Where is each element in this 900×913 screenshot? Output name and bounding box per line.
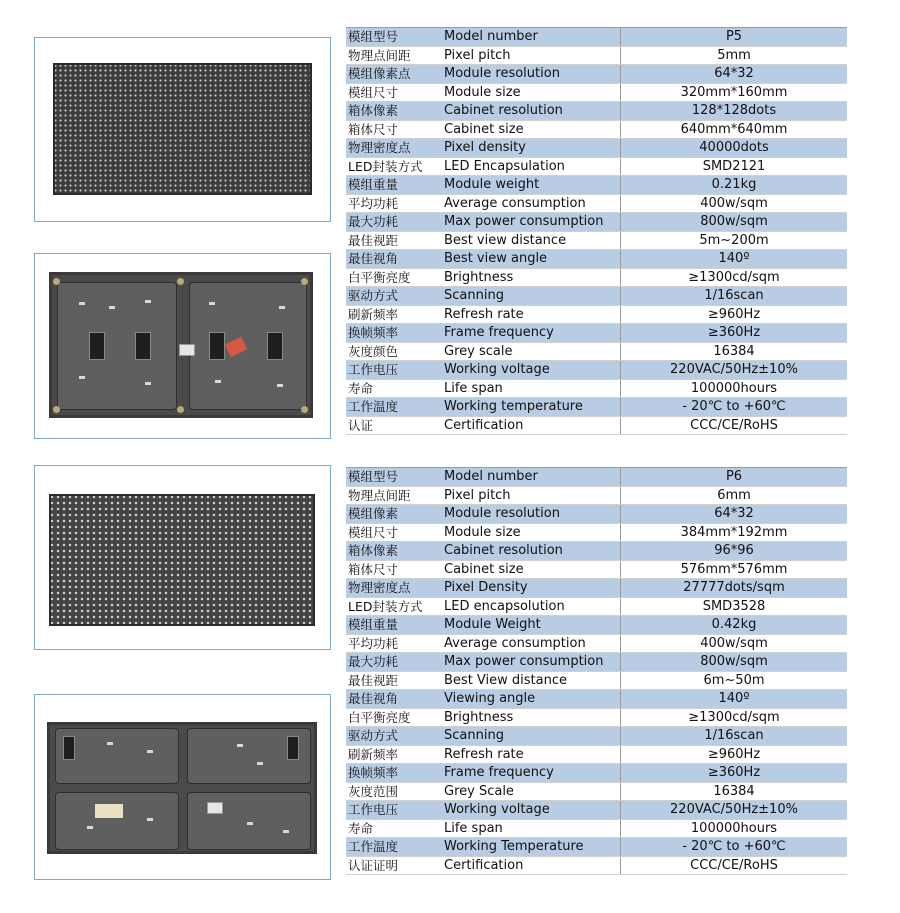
spec-value: 16384 [621, 782, 848, 801]
chip [283, 830, 289, 833]
spec-value: P5 [621, 28, 848, 46]
spec-value: 128*128dots [621, 102, 848, 121]
spec-row [346, 819, 847, 838]
spec-label-en: Average consumption [440, 194, 621, 213]
p5-spec-rows [346, 28, 847, 435]
spec-label-zh: 认证 [346, 416, 440, 435]
spec-label-en: Scanning [440, 287, 621, 306]
spec-row [346, 324, 847, 343]
chip [237, 744, 243, 747]
spec-label-en: Refresh rate [440, 305, 621, 324]
chip [145, 300, 151, 303]
spec-value: SMD3528 [621, 597, 848, 616]
spec-label-zh: 平均功耗 [346, 634, 440, 653]
spec-label-en: Pixel density [440, 139, 621, 158]
spec-label-en: Module resolution [440, 505, 621, 524]
spec-label-en: Average consumption [440, 634, 621, 653]
spec-label-zh: 最佳视角 [346, 250, 440, 269]
spec-row [346, 46, 847, 65]
spec-row [346, 231, 847, 250]
spec-label-en: Refresh rate [440, 745, 621, 764]
chip [87, 826, 93, 829]
spec-label-zh: 模组重量 [346, 176, 440, 195]
spec-row [346, 65, 847, 84]
spec-label-en: Module size [440, 83, 621, 102]
spec-value: 100000hours [621, 819, 848, 838]
spec-row [346, 782, 847, 801]
p5-front-image-frame [34, 37, 331, 222]
spec-row [346, 194, 847, 213]
spec-label-en: Pixel pitch [440, 486, 621, 505]
spec-value: ≥960Hz [621, 745, 848, 764]
p6-spec-table [346, 468, 847, 875]
spec-row [346, 745, 847, 764]
spec-label-zh: 灰度颜色 [346, 342, 440, 361]
p5-back-cabinet-image [49, 272, 313, 418]
spec-value: 800w/sqm [621, 653, 848, 672]
spec-label-zh: 模组重量 [346, 616, 440, 635]
spec-value: ≥1300cd/sqm [621, 708, 848, 727]
back-cell [55, 792, 179, 850]
spec-label-en: Module Weight [440, 616, 621, 635]
spec-value: 96*96 [621, 542, 848, 561]
spec-value: 140º [621, 250, 848, 269]
spec-label-zh: 物理密度点 [346, 139, 440, 158]
spec-label-zh: 箱体尺寸 [346, 120, 440, 139]
spec-label-en: LED Encapsulation [440, 157, 621, 176]
spec-row [346, 468, 847, 486]
spec-value: 220VAC/50Hz±10% [621, 361, 848, 380]
chip [215, 380, 221, 383]
spec-value: 400w/sqm [621, 634, 848, 653]
spec-row [346, 398, 847, 417]
spec-label-zh: 寿命 [346, 819, 440, 838]
spec-row [346, 653, 847, 672]
spec-value: 64*32 [621, 505, 848, 524]
spec-label-zh: 最佳视角 [346, 690, 440, 709]
spec-label-zh: 最大功耗 [346, 213, 440, 232]
spec-row [346, 213, 847, 232]
p5-spec-table [346, 28, 847, 435]
spec-value: 0.42kg [621, 616, 848, 635]
spec-label-zh: 物理密度点 [346, 579, 440, 598]
screw [301, 406, 308, 413]
spec-row [346, 708, 847, 727]
spec-value: 140º [621, 690, 848, 709]
chip [107, 742, 113, 745]
spec-label-zh: 模组尺寸 [346, 523, 440, 542]
power-plug [207, 802, 223, 814]
spec-label-zh: 模组型号 [346, 468, 440, 486]
spec-value: 400w/sqm [621, 194, 848, 213]
spec-label-zh: 换帧频率 [346, 324, 440, 343]
spec-label-zh: LED封装方式 [346, 157, 440, 176]
chip [79, 302, 85, 305]
spec-value: 1/16scan [621, 727, 848, 746]
screw [53, 406, 60, 413]
spec-value: 320mm*160mm [621, 83, 848, 102]
spec-label-en: Grey Scale [440, 782, 621, 801]
spec-label-en: Life span [440, 379, 621, 398]
spec-row [346, 416, 847, 435]
spec-row [346, 671, 847, 690]
spec-label-en: Module weight [440, 176, 621, 195]
spec-label-zh: 最佳视距 [346, 231, 440, 250]
spec-label-en: Brightness [440, 268, 621, 287]
spec-row [346, 342, 847, 361]
spec-row [346, 838, 847, 857]
spec-label-zh: 工作温度 [346, 398, 440, 417]
spec-label-zh: 最大功耗 [346, 653, 440, 672]
spec-row [346, 250, 847, 269]
spec-label-en: Working voltage [440, 801, 621, 820]
spec-label-en: Best View distance [440, 671, 621, 690]
connector [267, 332, 283, 360]
spec-value: 100000hours [621, 379, 848, 398]
spec-value: ≥360Hz [621, 764, 848, 783]
spec-row [346, 505, 847, 524]
spec-value: 6m~50m [621, 671, 848, 690]
spec-value: 384mm*192mm [621, 523, 848, 542]
spec-value: 800w/sqm [621, 213, 848, 232]
connector [89, 332, 105, 360]
spec-label-zh: 箱体尺寸 [346, 560, 440, 579]
spec-label-en: Model number [440, 28, 621, 46]
spec-row [346, 690, 847, 709]
spec-row [346, 379, 847, 398]
spec-label-zh: 刷新频率 [346, 745, 440, 764]
spec-row [346, 856, 847, 875]
power-plug [179, 344, 195, 356]
spec-value: 64*32 [621, 65, 848, 84]
spec-label-en: Viewing angle [440, 690, 621, 709]
spec-label-zh: 工作电压 [346, 361, 440, 380]
screw [177, 278, 184, 285]
spec-label-zh: 箱体像素 [346, 542, 440, 561]
spec-label-en: LED encapsolution [440, 597, 621, 616]
spec-label-zh: 物理点间距 [346, 46, 440, 65]
spec-label-en: Cabinet size [440, 560, 621, 579]
spec-label-zh: 模组尺寸 [346, 83, 440, 102]
spec-row [346, 28, 847, 46]
cream-sticker [95, 804, 123, 818]
spec-row [346, 176, 847, 195]
spec-row [346, 157, 847, 176]
spec-label-en: Max power consumption [440, 653, 621, 672]
spec-label-zh: 物理点间距 [346, 486, 440, 505]
spec-label-zh: 模组像素点 [346, 65, 440, 84]
spec-row [346, 579, 847, 598]
spec-label-en: Pixel pitch [440, 46, 621, 65]
chip [145, 382, 151, 385]
spec-row [346, 287, 847, 306]
spec-row [346, 268, 847, 287]
spec-label-en: Working temperature [440, 398, 621, 417]
spec-label-en: Brightness [440, 708, 621, 727]
chip [277, 384, 283, 387]
connector [63, 736, 75, 760]
spec-label-en: Working Temperature [440, 838, 621, 857]
p5-front-module-image [53, 63, 312, 195]
spec-value: 6mm [621, 486, 848, 505]
back-cell [189, 282, 307, 410]
spec-label-zh: 工作电压 [346, 801, 440, 820]
spec-label-en: Frame frequency [440, 324, 621, 343]
spec-value: 1/16scan [621, 287, 848, 306]
spec-value: 5mm [621, 46, 848, 65]
spec-label-en: Pixel Density [440, 579, 621, 598]
spec-row [346, 560, 847, 579]
chip [209, 302, 215, 305]
spec-label-zh: 驱动方式 [346, 287, 440, 306]
spec-row [346, 523, 847, 542]
back-cell [187, 792, 311, 850]
connector [209, 332, 225, 360]
spec-label-zh: 白平衡亮度 [346, 268, 440, 287]
chip [109, 306, 115, 309]
spec-value: ≥960Hz [621, 305, 848, 324]
back-cell [57, 282, 177, 410]
spec-label-en: Max power consumption [440, 213, 621, 232]
spec-value: 576mm*576mm [621, 560, 848, 579]
spec-row [346, 120, 847, 139]
p6-back-image-frame [34, 694, 331, 880]
spec-value: CCC/CE/RoHS [621, 416, 848, 435]
spec-label-zh: 箱体像素 [346, 102, 440, 121]
spec-label-en: Best view angle [440, 250, 621, 269]
spec-row [346, 83, 847, 102]
spec-label-en: Cabinet resolution [440, 102, 621, 121]
spec-value: ≥360Hz [621, 324, 848, 343]
spec-label-en: Cabinet resolution [440, 542, 621, 561]
screw [53, 278, 60, 285]
p6-spec-rows [346, 468, 847, 875]
spec-label-en: Scanning [440, 727, 621, 746]
spec-label-zh: 驱动方式 [346, 727, 440, 746]
spec-label-en: Module size [440, 523, 621, 542]
spec-label-zh: 灰度范围 [346, 782, 440, 801]
connector [287, 736, 299, 760]
spec-label-en: Cabinet size [440, 120, 621, 139]
p5-back-image-frame [34, 253, 331, 439]
spec-row [346, 305, 847, 324]
spec-value: 5m~200m [621, 231, 848, 250]
spec-value: P6 [621, 468, 848, 486]
spec-label-en: Life span [440, 819, 621, 838]
spec-label-zh: 认证证明 [346, 856, 440, 875]
spec-row [346, 361, 847, 380]
spec-row [346, 616, 847, 635]
p6-front-module-image [49, 494, 315, 626]
spec-row [346, 801, 847, 820]
spec-label-zh: 寿命 [346, 379, 440, 398]
spec-value: CCC/CE/RoHS [621, 856, 848, 875]
spec-value: SMD2121 [621, 157, 848, 176]
spec-value: 0.21kg [621, 176, 848, 195]
spec-label-en: Frame frequency [440, 764, 621, 783]
chip [257, 762, 263, 765]
screw [301, 278, 308, 285]
spec-label-zh: 刷新频率 [346, 305, 440, 324]
spec-row [346, 102, 847, 121]
connector [135, 332, 151, 360]
chip [279, 306, 285, 309]
chip [147, 750, 153, 753]
spec-row [346, 634, 847, 653]
spec-row [346, 597, 847, 616]
spec-label-en: Working voltage [440, 361, 621, 380]
spec-row [346, 764, 847, 783]
spec-value: - 20℃ to +60℃ [621, 398, 848, 417]
chip [147, 818, 153, 821]
spec-value: ≥1300cd/sqm [621, 268, 848, 287]
p6-front-image-frame [34, 465, 331, 650]
spec-label-zh: 平均功耗 [346, 194, 440, 213]
spec-label-zh: 白平衡亮度 [346, 708, 440, 727]
spec-value: - 20℃ to +60℃ [621, 838, 848, 857]
spec-value: 220VAC/50Hz±10% [621, 801, 848, 820]
spec-label-en: Best view distance [440, 231, 621, 250]
spec-value: 640mm*640mm [621, 120, 848, 139]
spec-label-zh: 换帧频率 [346, 764, 440, 783]
p6-back-cabinet-image [47, 722, 317, 854]
spec-value: 40000dots [621, 139, 848, 158]
spec-row [346, 727, 847, 746]
spec-row [346, 542, 847, 561]
spec-value: 16384 [621, 342, 848, 361]
spec-row [346, 486, 847, 505]
spec-label-en: Grey scale [440, 342, 621, 361]
spec-value: 27777dots/sqm [621, 579, 848, 598]
spec-label-en: Certification [440, 416, 621, 435]
spec-label-zh: 最佳视距 [346, 671, 440, 690]
spec-label-en: Module resolution [440, 65, 621, 84]
spec-label-en: Model number [440, 468, 621, 486]
spec-label-zh: 工作温度 [346, 838, 440, 857]
spec-label-zh: 模组像素 [346, 505, 440, 524]
chip [79, 376, 85, 379]
chip [247, 822, 253, 825]
screw [177, 406, 184, 413]
spec-label-en: Certification [440, 856, 621, 875]
spec-label-zh: 模组型号 [346, 28, 440, 46]
spec-label-zh: LED封装方式 [346, 597, 440, 616]
spec-row [346, 139, 847, 158]
